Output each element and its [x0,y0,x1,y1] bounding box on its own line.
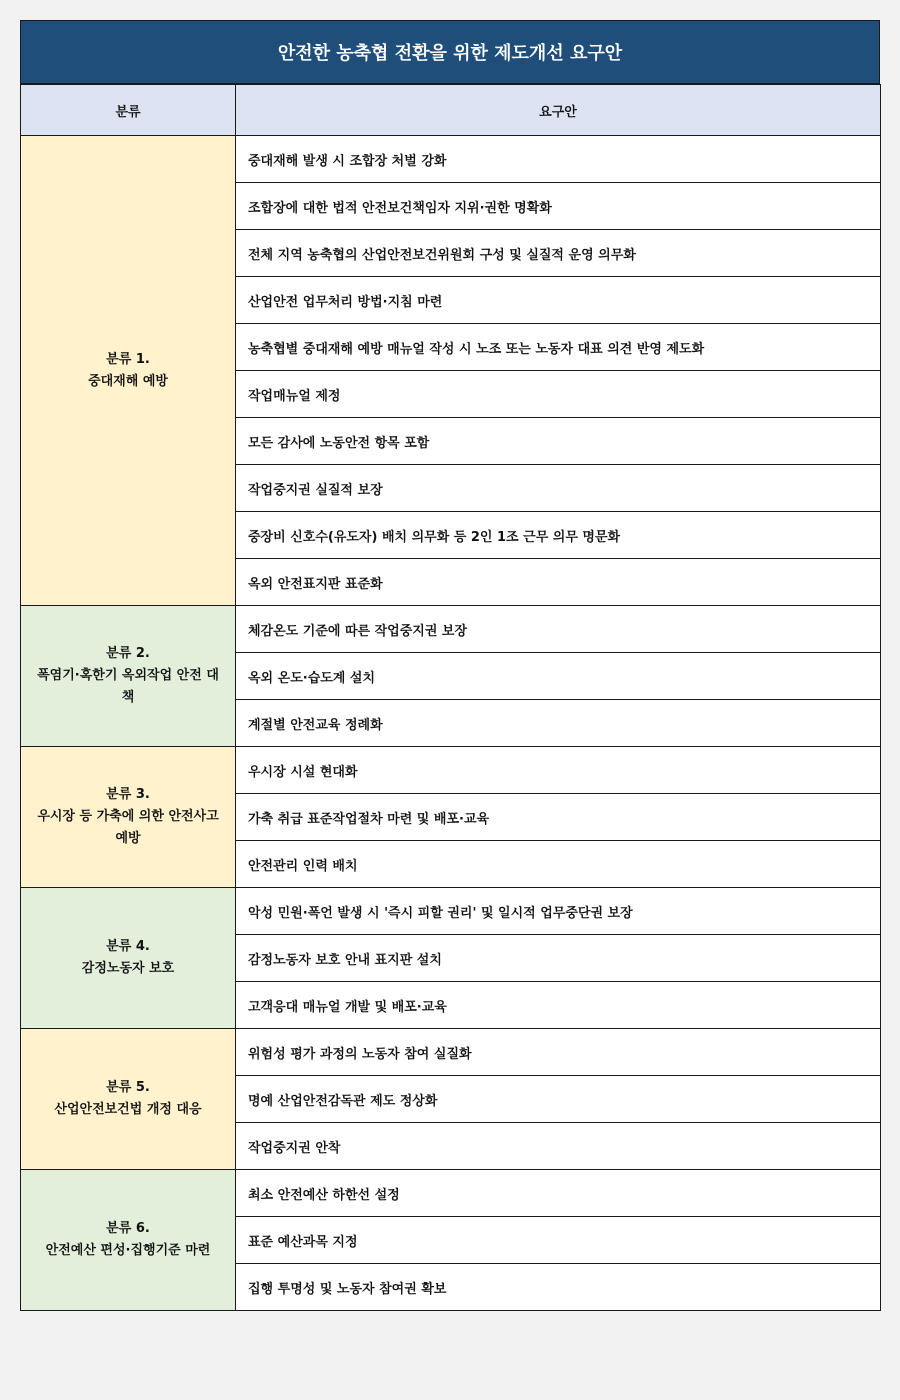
demand-item: 산업안전 업무처리 방법·지침 마련 [236,277,881,324]
table-row [21,888,881,935]
demand-item: 조합장에 대한 법적 안전보건책임자 지위·권한 명확화 [236,183,881,230]
category-number: 분류 2. [106,646,150,661]
table-row [21,1170,881,1217]
category-cell [21,747,236,888]
demand-item: 감정노동자 보호 안내 표지판 설치 [236,935,881,982]
demands-table [20,84,881,1311]
document [20,20,880,1311]
demand-item: 농축협별 중대재해 예방 매뉴얼 작성 시 노조 또는 노동자 대표 의견 반영 제도화 [236,324,881,371]
demand-item: 작업중지권 안착 [236,1123,881,1170]
category-name: 산업안전보건법 개정 대응 [54,1102,202,1117]
demand-item: 중장비 신호수(유도자) 배치 의무화 등 2인 1조 근무 의무 명문화 [236,512,881,559]
table-body [21,136,881,1311]
category-number: 분류 1. [106,351,150,367]
category-name: 우시장 등 가축에 의한 안전사고 예방 [37,809,219,846]
demand-item: 위험성 평가 과정의 노동자 참여 실질화 [236,1029,881,1076]
category-name: 안전예산 편성·집행기준 마련 [45,1243,211,1258]
category-name: 감정노동자 보호 [81,961,175,976]
demand-item: 가축 취급 표준작업절차 마련 및 배포·교육 [236,794,881,841]
header-demand: 요구안 [236,85,881,136]
document-title: 안전한 농축협 전환을 위한 제도개선 요구안 [20,20,880,84]
category-cell [21,1029,236,1170]
category-cell [21,136,236,606]
demand-item: 악성 민원·폭언 발생 시 '즉시 피할 권리' 및 일시적 업무중단권 보장 [236,888,881,935]
demand-item: 체감온도 기준에 따른 작업중지권 보장 [236,606,881,653]
category-cell [21,888,236,1029]
demand-item: 작업중지권 실질적 보장 [236,465,881,512]
category-number: 분류 5. [106,1080,150,1095]
category-cell [21,1170,236,1311]
demand-item: 고객응대 매뉴얼 개발 및 배포·교육 [236,982,881,1029]
demand-item: 작업매뉴얼 제정 [236,371,881,418]
table-row [21,1029,881,1076]
category-name: 폭염기·혹한기 옥외작업 안전 대책 [37,668,219,705]
demand-item: 명예 산업안전감독관 제도 정상화 [236,1076,881,1123]
demand-item: 최소 안전예산 하한선 설정 [236,1170,881,1217]
table-row [21,606,881,653]
category-number: 분류 3. [106,787,150,802]
demand-item: 표준 예산과목 지정 [236,1217,881,1264]
table-row [21,136,881,183]
table-row [21,747,881,794]
demand-item: 안전관리 인력 배치 [236,841,881,888]
demand-item: 우시장 시설 현대화 [236,747,881,794]
demand-item: 집행 투명성 및 노동자 참여권 확보 [236,1264,881,1311]
category-name: 중대재해 예방 [88,373,168,389]
demand-item: 옥외 안전표지판 표준화 [236,559,881,606]
demand-item: 모든 감사에 노동안전 항목 포함 [236,418,881,465]
demand-item: 전체 지역 농축협의 산업안전보건위원회 구성 및 실질적 운영 의무화 [236,230,881,277]
category-cell [21,606,236,747]
demand-item: 옥외 온도·습도계 설치 [236,653,881,700]
category-number: 분류 4. [106,939,150,954]
demand-item: 중대재해 발생 시 조합장 처벌 강화 [236,136,881,183]
demand-item: 계절별 안전교육 정례화 [236,700,881,747]
table-header-row [21,85,881,136]
category-number: 분류 6. [106,1221,150,1236]
header-category: 분류 [21,85,236,136]
